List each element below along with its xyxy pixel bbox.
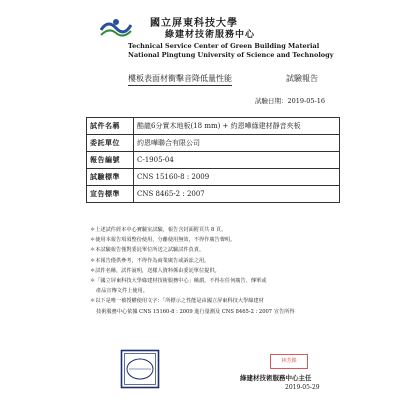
center-name-en: Technical Service Center of Green Building Material (128, 42, 320, 50)
row-label: 報告編號 (87, 152, 134, 169)
director-title: 綠建材技術服務中心主任 (240, 374, 312, 382)
note-text: ＊以下是唯一被授權使用文字：「所標示之性能是由國立屏東科技大學綠建材 (90, 298, 264, 305)
list-item (90, 225, 340, 235)
list-item (90, 235, 340, 245)
list-item (90, 256, 340, 266)
report-title: 樓板表面材衝擊音降低量性能 (128, 73, 232, 86)
note-text: ＊本試驗報告僅對委託單位所送之試驗試件負責。 (90, 247, 205, 254)
row-label: 試驗標準 (87, 169, 134, 186)
note-text: ＊上述試件經本中心實驗室試驗，報告含封面附頁共 8 頁。 (90, 227, 227, 233)
sign-date: 2019-05-29 (285, 384, 320, 391)
table-row (87, 118, 340, 135)
test-date-value: 2019-05-16 (287, 97, 325, 105)
row-label: 委託單位 (87, 135, 134, 152)
info-table (86, 117, 340, 203)
director-signature-seal: 林芳銘 (270, 354, 308, 369)
list-item (90, 276, 340, 296)
row-label: 宣告標準 (87, 186, 134, 203)
note-text-cont: 技術服務中心依據 CNS 15160-8 : 2009 進行量測及 CNS 8465-2 : 2007 宣告所得 (96, 308, 295, 315)
test-date-label: 試驗日期： (255, 97, 288, 105)
note-text-cont: 產品宣傳文件上使用。 (96, 288, 148, 295)
org-name-zh: 國立屏東科技大學 (150, 18, 238, 29)
row-value: 酷龍6分實木地板(18 mm) + 約恩嘩綠建材靜音夾板 (134, 118, 340, 135)
university-logo-icon (100, 16, 132, 40)
row-value: 約恩嘩聯合有限公司 (134, 135, 340, 152)
center-name-zh: 綠建材技術服務中心 (165, 30, 256, 40)
note-text: ＊使用本報告項須整份使用，分離使用無效，不得作廣告聲明。 (90, 237, 236, 244)
report-type: 試驗報告 (286, 74, 318, 83)
row-value: CNS 8465-2 : 2007 (134, 186, 340, 203)
note-text: ＊「國立屏東科技大學綠建材技術服務中心」稱謂，不得在任何廣告、傳單或 (90, 278, 267, 285)
row-value: C-1905-04 (134, 152, 340, 169)
list-item (90, 266, 340, 276)
row-label: 試件名稱 (87, 118, 134, 135)
row-value: CNS 15160-8 : 2009 (134, 169, 340, 186)
list-item (90, 296, 340, 316)
test-date (255, 96, 325, 105)
report-seal-stamp (120, 349, 160, 389)
table-row (87, 152, 340, 169)
table-row (87, 135, 340, 152)
table-row (87, 169, 340, 186)
note-text: ＊試件名稱，試件說明，送樣人資料係由委託單位提供。 (90, 267, 220, 274)
list-item (90, 245, 340, 255)
header (0, 10, 410, 60)
table-row (87, 186, 340, 203)
org-name-en: National Pingtung University of Science and Technology (128, 51, 334, 59)
note-text: ＊本報告僅供參考，不得作為商業廣告或訴訟之用。 (90, 257, 210, 264)
notes-list (90, 225, 340, 317)
